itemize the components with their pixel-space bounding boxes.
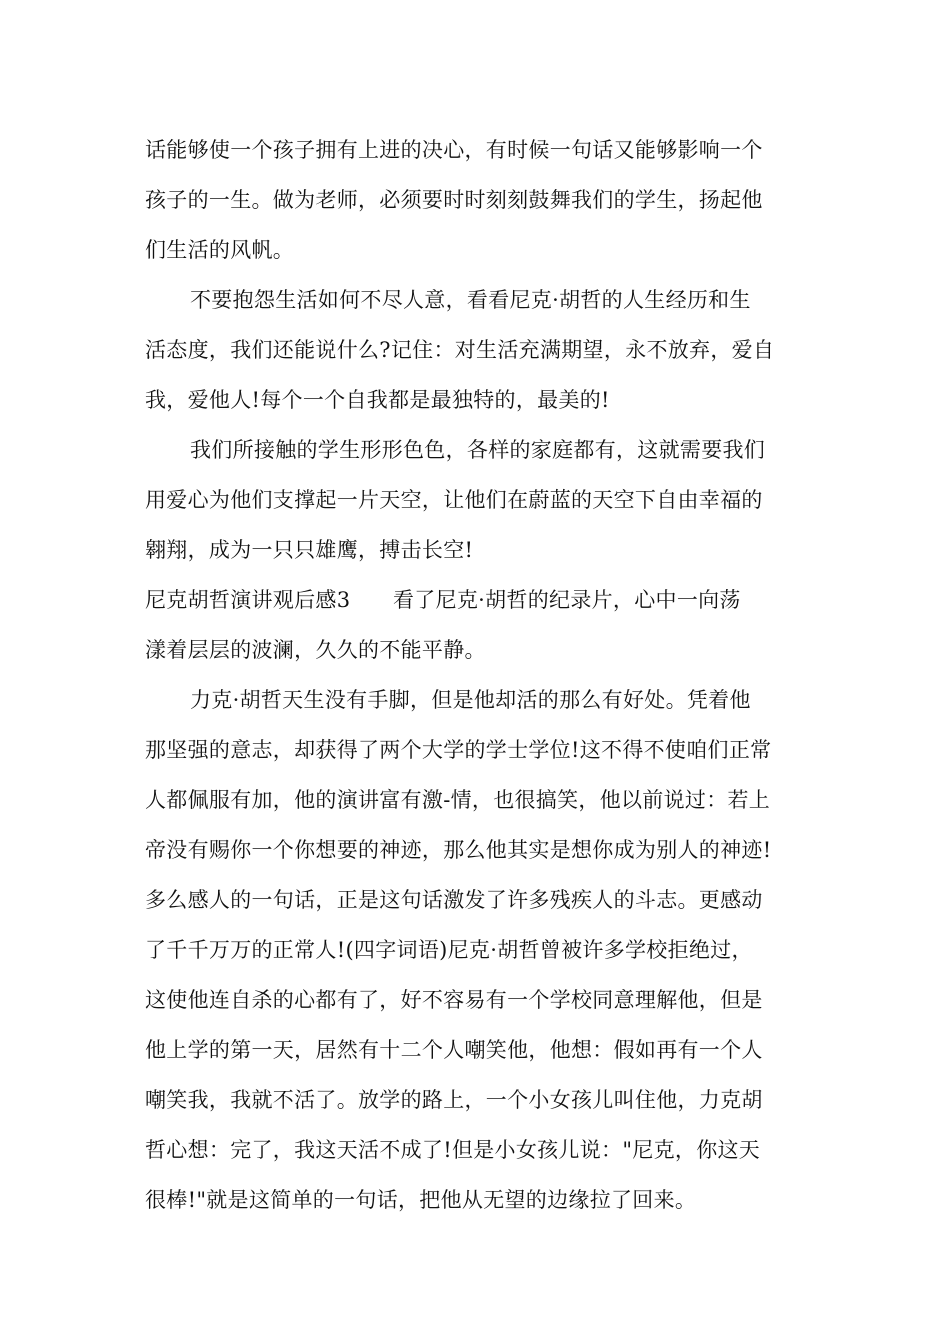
text-line: 多么感人的一句话，正是这句话激发了许多残疾人的斗志。更感动 (145, 888, 763, 912)
text-line: 他上学的第一天，居然有十二个人嘲笑他，他想：假如再有一个人 (145, 1038, 763, 1062)
text-line: 那坚强的意志，却获得了两个大学的学士学位!这不得不使咱们正常 (145, 738, 772, 762)
paragraph-start-line: 我们所接触的学生形形色色，各样的家庭都有，这就需要我们 (190, 438, 766, 462)
text-line: 漾着层层的波澜，久久的不能平静。 (145, 638, 486, 662)
text-line: 人都佩服有加，他的演讲富有激-情，也很搞笑，他以前说过：若上 (145, 788, 771, 812)
text-line: 帝没有赐你一个你想要的神迹，那么他其实是想你成为别人的神迹! (145, 838, 772, 862)
text-line: 话能够使一个孩子拥有上进的决心，有时候一句话又能够影响一个 (145, 138, 763, 162)
text-line: 了千千万万的正常人!(四字词语)尼克·胡哲曾被许多学校拒绝过， (145, 938, 753, 962)
text-line: 这使他连自杀的心都有了，好不容易有一个学校同意理解他，但是 (145, 988, 763, 1012)
text-line: 孩子的一生。做为老师，必须要时时刻刻鼓舞我们的学生，扬起他 (145, 188, 763, 212)
text-line: 很棒!"就是这简单的一句话，把他从无望的边缘拉了回来。 (145, 1188, 697, 1212)
text-line: 活态度，我们还能说什么?记住：对生活充满期望，永不放弃，爱自 (145, 338, 775, 362)
text-line: 翱翔，成为一只只雄鹰，搏击长空! (145, 538, 474, 562)
text-line: 我，爱他人!每个一个自我都是最独特的，最美的! (145, 388, 610, 412)
paragraph-start-line: 不要抱怨生活如何不尽人意，看看尼克·胡哲的人生经历和生 (190, 288, 751, 312)
text-line: 用爱心为他们支撑起一片天空，让他们在蔚蓝的天空下自由幸福的 (145, 488, 763, 512)
paragraph-start-line: 力克·胡哲天生没有手脚，但是他却活的那么有好处。凭着他 (190, 688, 751, 712)
text-line: 嘲笑我，我就不活了。放学的路上，一个小女孩儿叫住他，力克胡 (145, 1088, 763, 1112)
text-line: 哲心想：完了，我这天活不成了!但是小女孩儿说："尼克，你这天 (145, 1138, 761, 1162)
section-heading-line: 尼克胡哲演讲观后感3 看了尼克·胡哲的纪录片，心中一向荡 (145, 588, 741, 612)
text-line: 们生活的风帆。 (145, 238, 295, 262)
